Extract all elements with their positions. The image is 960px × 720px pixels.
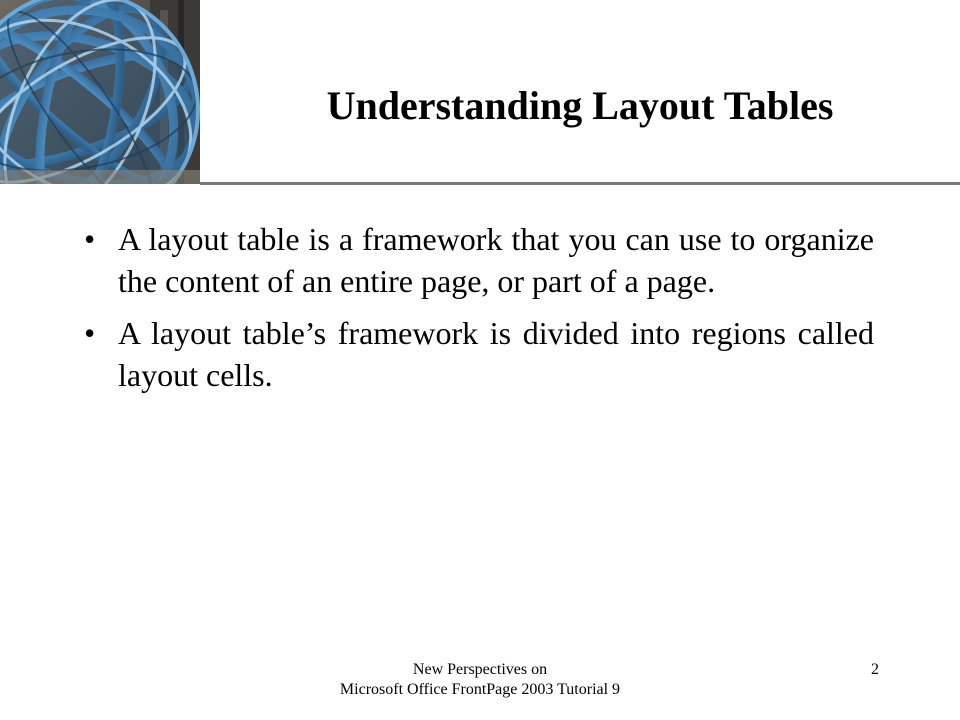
bullet-list bbox=[84, 218, 874, 406]
bullet-item bbox=[84, 312, 874, 396]
sculpture-photo bbox=[0, 0, 200, 184]
slide-title: Understanding Layout Tables bbox=[326, 83, 834, 128]
footer-caption bbox=[300, 660, 660, 700]
bullet-icon: • bbox=[84, 315, 96, 351]
bullet-text: A layout table is a framework that you can use to organize the content of an entire page, or part of a page. bbox=[118, 221, 874, 299]
bullet-item bbox=[84, 218, 874, 302]
header-divider bbox=[200, 182, 960, 185]
bullet-icon: • bbox=[84, 221, 96, 257]
footer-line-1: New Perspectives on bbox=[412, 661, 548, 678]
bullet-text: A layout table’s framework is divided into regions called layout cells. bbox=[118, 315, 874, 393]
footer-line-2: Microsoft Office FrontPage 2003 Tutorial 9 bbox=[339, 681, 621, 698]
page-number: 2 bbox=[871, 661, 879, 678]
